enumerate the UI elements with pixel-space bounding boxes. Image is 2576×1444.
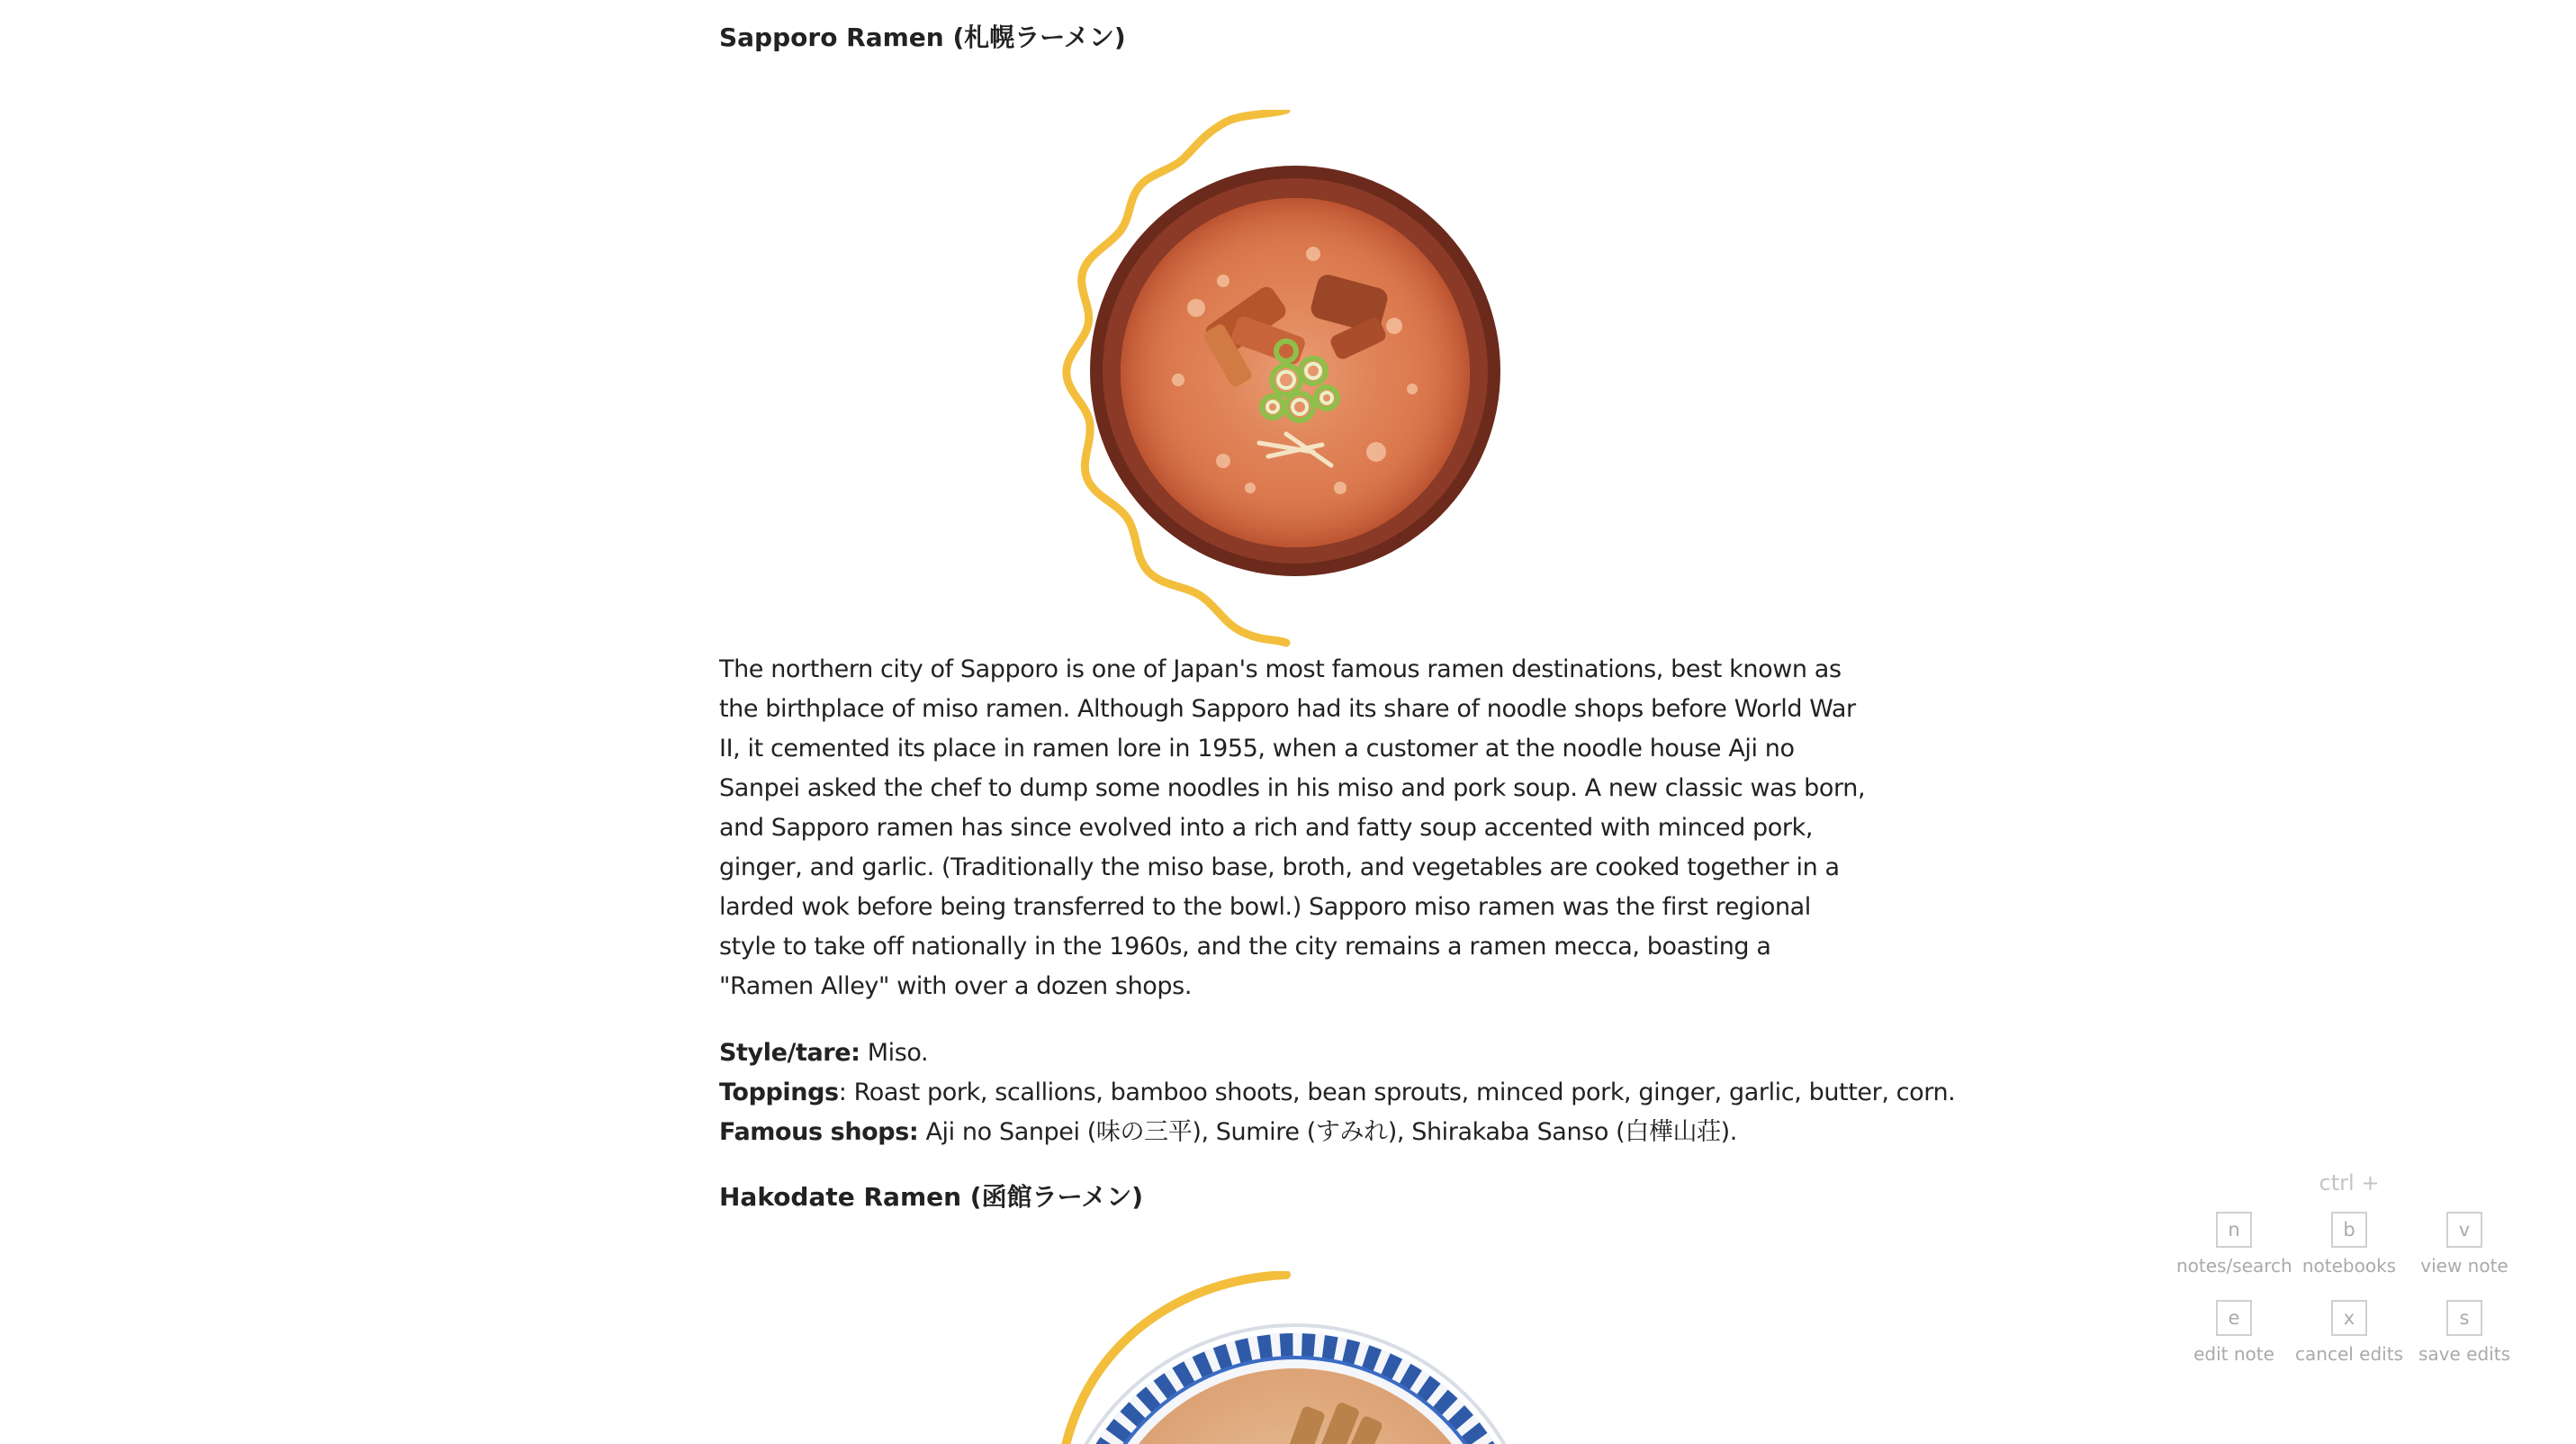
shortcut-notes-search[interactable] xyxy=(2176,1212,2292,1277)
shortcut-label: edit note xyxy=(2193,1343,2274,1365)
shortcut-view-note[interactable] xyxy=(2407,1212,2522,1277)
hakodate-ramen-image xyxy=(1016,1271,1592,1444)
famous-shops-value: Aji no Sanpei (味の三平), Sumire (すみれ), Shirakaba Sanso (白樺山荘). xyxy=(918,1118,1737,1146)
toppings-label: Toppings xyxy=(719,1078,839,1106)
toppings-row xyxy=(719,1073,1956,1113)
shortcut-save-edits[interactable] xyxy=(2407,1300,2522,1365)
shortcut-edit-note[interactable] xyxy=(2176,1300,2292,1365)
shortcuts-grid xyxy=(2160,1212,2538,1365)
style-tare-label: Style/tare: xyxy=(719,1039,860,1067)
shortcut-label: notes/search xyxy=(2176,1255,2292,1277)
shortcut-cancel-edits[interactable] xyxy=(2292,1300,2407,1365)
key-v: v xyxy=(2446,1212,2482,1248)
key-e: e xyxy=(2216,1300,2252,1336)
key-x: x xyxy=(2331,1300,2367,1336)
sapporo-facts xyxy=(719,1033,1956,1152)
famous-shops-label: Famous shops: xyxy=(719,1118,919,1146)
shio-ramen-bowl-illustration xyxy=(1016,1271,1592,1444)
keyboard-shortcuts-panel xyxy=(2160,1170,2538,1365)
section-title-hakodate: Hakodate Ramen (函館ラーメン) xyxy=(719,1182,1143,1212)
sapporo-description: The northern city of Sapporo is one of Japan's most famous ramen destinations, best known as the birthplace of miso ramen. Although Sapporo had its share of noodle shops before World War II, it cemented its place in ramen lore in 1955, when a customer at the noodle house Aji no Sanpei asked the chef to dump some noodles in his miso and pork soup. A new classic was born, and Sapporo ramen has since evolved into a rich and fatty soup accented with minced pork, ginger, and garlic. (Traditionally the miso base, broth, and vegetables are cooked together in a larded wok before being transferred to the bowl.) Sapporo miso ramen was the first regional style to take off nationally in the 1960s, and the city remains a ramen mecca, boasting a "Ramen Alley" with over a dozen shops. xyxy=(719,655,1866,1000)
shortcut-label: view note xyxy=(2420,1255,2508,1277)
sapporo-ramen-image xyxy=(1016,110,1592,650)
miso-ramen-bowl-illustration xyxy=(1016,110,1592,650)
key-s: s xyxy=(2446,1300,2482,1336)
style-tare-row xyxy=(719,1033,1871,1073)
toppings-value: : Roast pork, scallions, bamboo shoots, bean sprouts, minced pork, ginger, garlic, butter, corn. xyxy=(838,1078,1956,1106)
style-tare-value: Miso. xyxy=(860,1039,929,1067)
ctrl-modifier-label: ctrl + xyxy=(2319,1170,2380,1196)
shortcut-label: cancel edits xyxy=(2295,1343,2403,1365)
section-title-sapporo: Sapporo Ramen (札幌ラーメン) xyxy=(719,23,1126,52)
famous-shops-row xyxy=(719,1113,1871,1152)
shortcut-label: save edits xyxy=(2418,1343,2510,1365)
shortcut-label: notebooks xyxy=(2301,1255,2397,1277)
shortcut-notebooks[interactable] xyxy=(2292,1212,2407,1277)
key-n: n xyxy=(2216,1212,2252,1248)
note-article xyxy=(719,18,1956,1444)
key-b: b xyxy=(2331,1212,2367,1248)
